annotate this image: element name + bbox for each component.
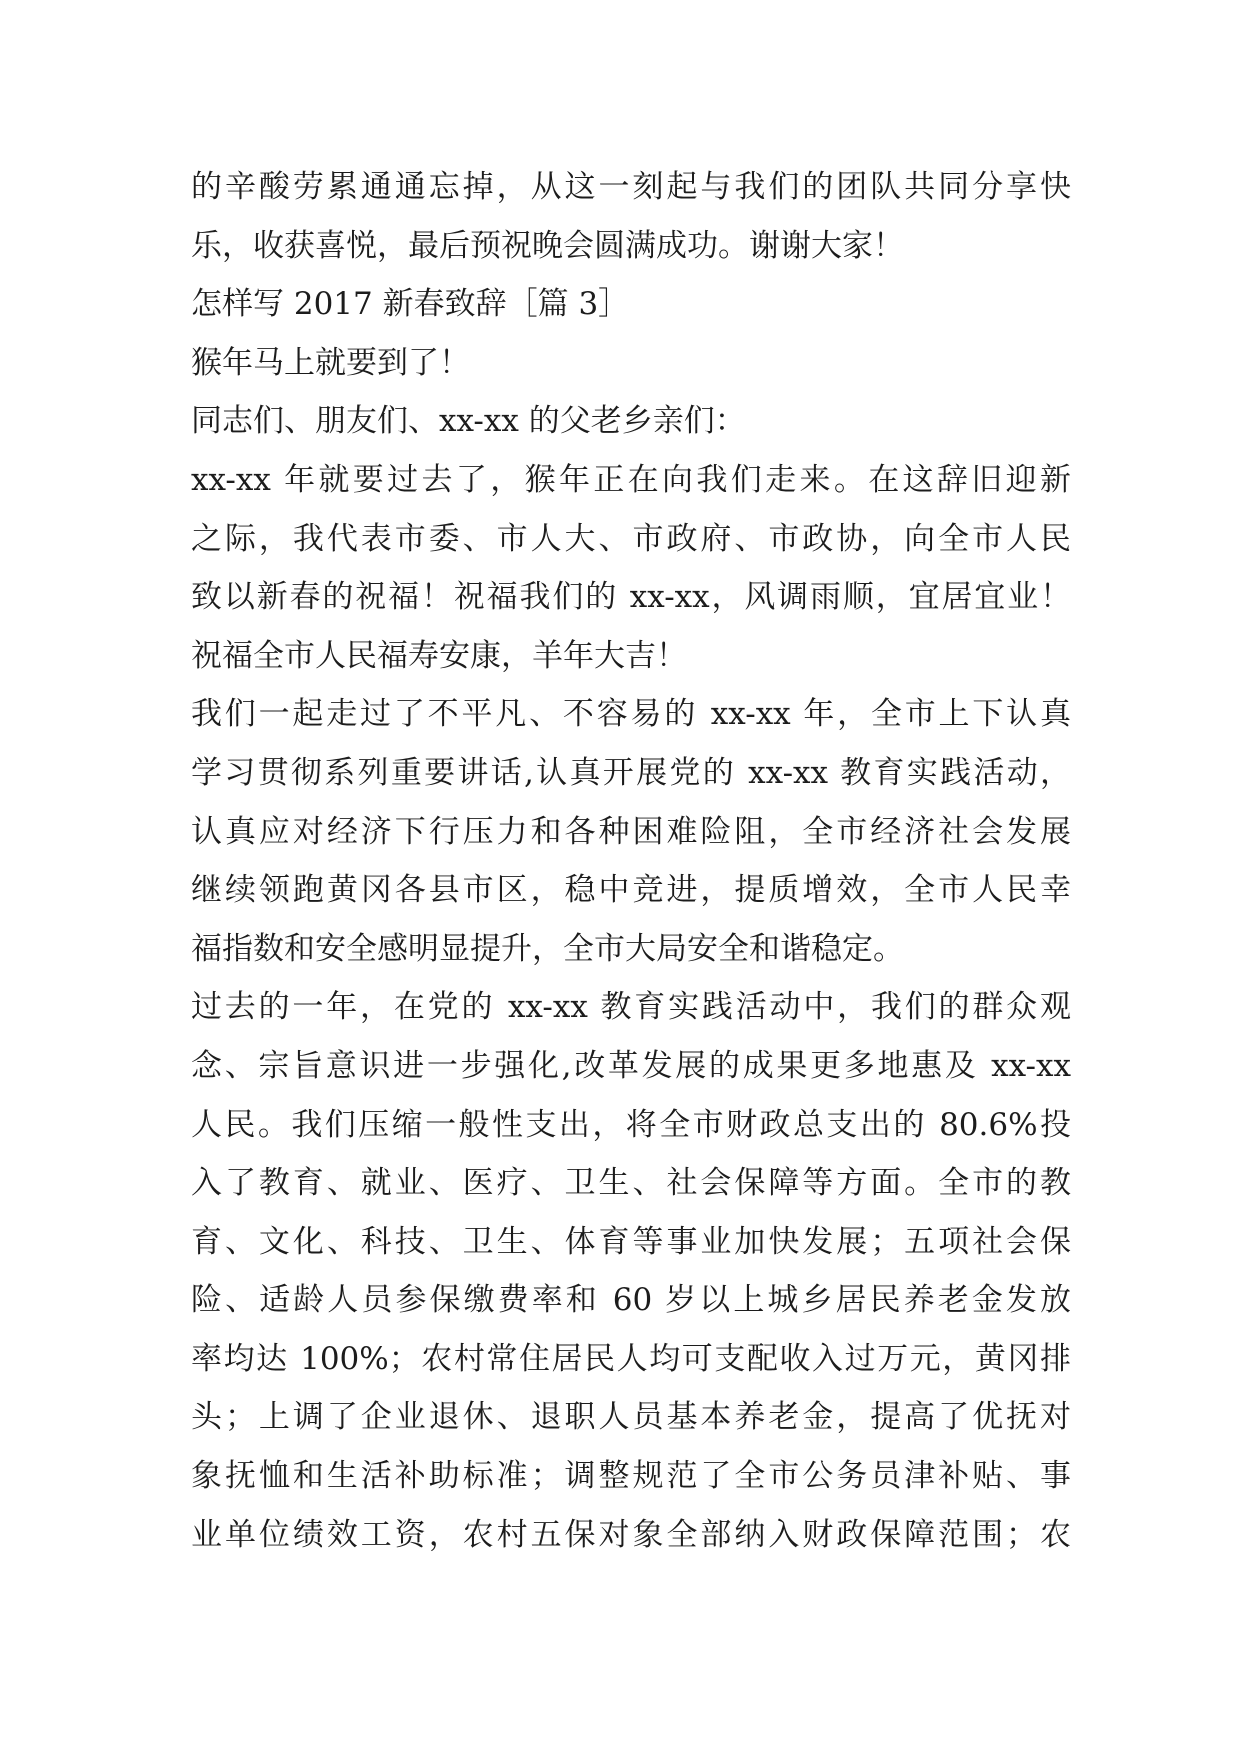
- document-body: [191, 158, 1071, 1564]
- text-line: 的辛酸劳累通通忘掉，从这一刻起与我们的团队共同分享快: [191, 169, 1071, 205]
- text-line: 福指数和安全感明显提升，全市大局安全和谐稳定。: [191, 930, 904, 967]
- text-line: xx-xx 年就要过去了，猴年正在向我们走来。在这辞旧迎新: [191, 461, 1071, 498]
- text-line: 之际，我代表市委、市人大、市政府、市政协，向全市人民: [191, 520, 1071, 557]
- text-line: 祝福全市人民福寿安康，羊年大吉！: [191, 637, 687, 674]
- text-line: 象抚恤和生活补助标准；调整规范了全市公务员津补贴、事: [191, 1458, 1071, 1495]
- text-line: 学习贯彻系列重要讲话,认真开展党的 xx-xx 教育实践活动，: [191, 754, 1071, 791]
- text-line: 险、适龄人员参保缴费率和 60 岁以上城乡居民养老金发放: [191, 1282, 1071, 1319]
- text-line: 猴年马上就要到了！: [191, 344, 470, 381]
- text-line: 头；上调了企业退休、退职人员基本养老金，提高了优抚对: [191, 1399, 1071, 1436]
- text-line: 人民。我们压缩一般性支出，将全市财政总支出的 80.6%投: [191, 1106, 1071, 1143]
- text-line: 育、文化、科技、卫生、体育等事业加快发展；五项社会保: [191, 1223, 1071, 1260]
- section-heading: 怎样写 2017 新春致辞［篇 3］: [191, 286, 630, 323]
- text-line: 业单位绩效工资，农村五保对象全部纳入财政保障范围；农: [191, 1516, 1071, 1553]
- text-line: 过去的一年，在党的 xx-xx 教育实践活动中，我们的群众观: [191, 989, 1071, 1026]
- text-line: 入了教育、就业、医疗、卫生、社会保障等方面。全市的教: [191, 1165, 1071, 1202]
- text-line: 率均达 100%；农村常住居民人均可支配收入过万元，黄冈排: [191, 1340, 1071, 1377]
- text-line: 我们一起走过了不平凡、不容易的 xx-xx 年，全市上下认真: [191, 696, 1071, 733]
- text-line: 致以新春的祝福！祝福我们的 xx-xx，风调雨顺，宜居宜业！: [191, 579, 1071, 616]
- text-line: 乐，收获喜悦，最后预祝晚会圆满成功。谢谢大家！: [191, 227, 904, 264]
- text-line: 念、宗旨意识进一步强化,改革发展的成果更多地惠及 xx-xx: [191, 1047, 1071, 1084]
- text-line: 认真应对经济下行压力和各种困难险阻，全市经济社会发展: [191, 813, 1071, 850]
- salutation-line: 同志们、朋友们、xx-xx 的父老乡亲们：: [191, 403, 746, 440]
- text-line: 继续领跑黄冈各县市区，稳中竞进，提质增效，全市人民幸: [191, 872, 1071, 909]
